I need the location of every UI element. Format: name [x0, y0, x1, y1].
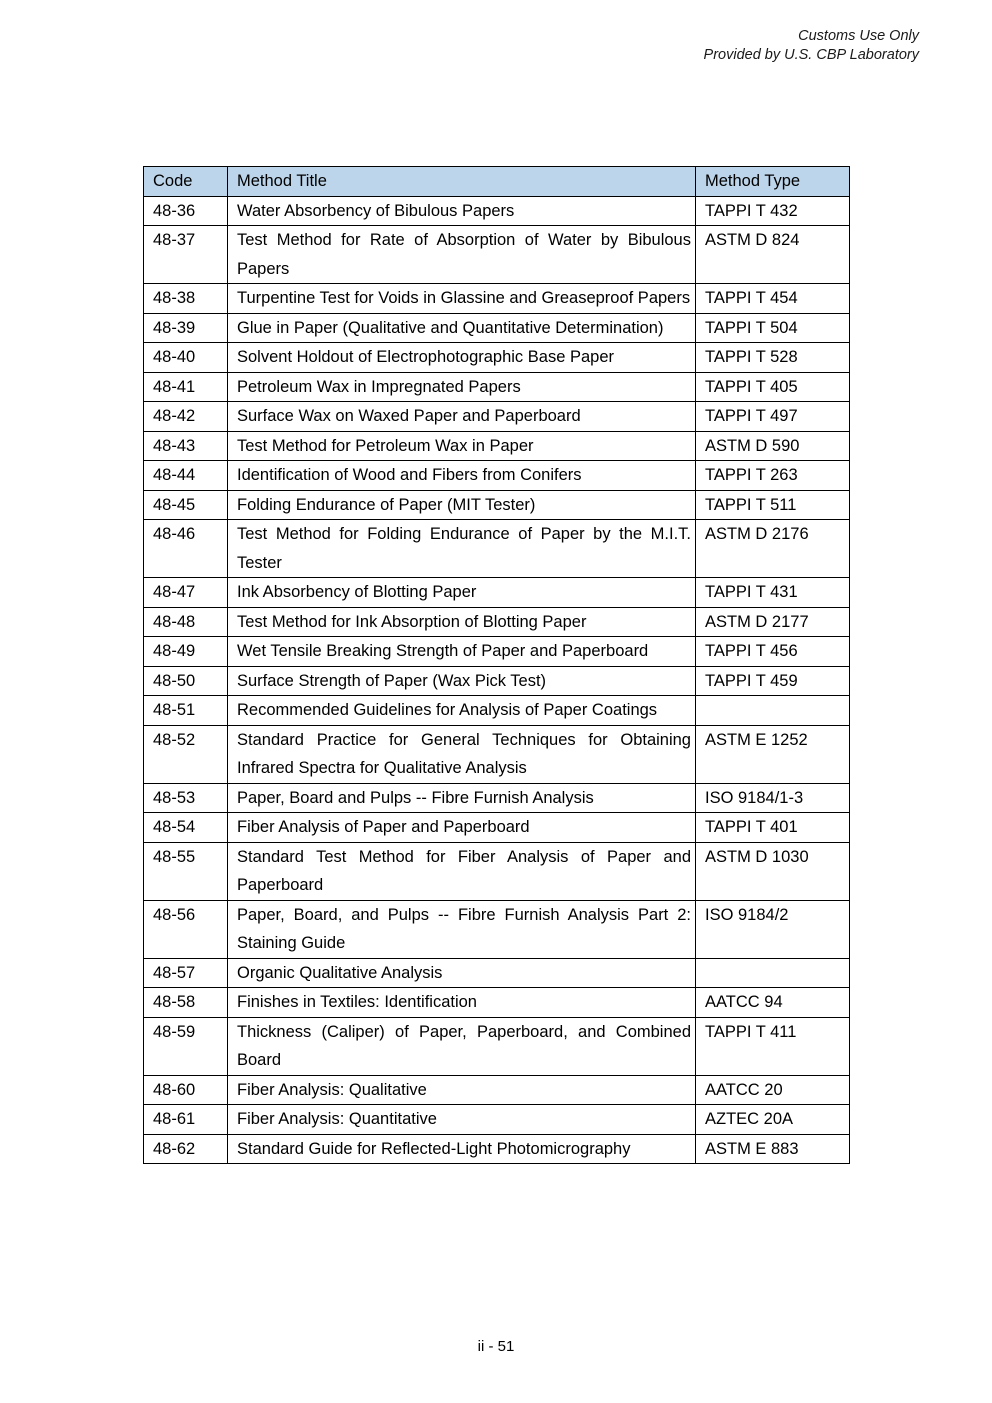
table-header-row [144, 167, 850, 197]
title-cell: Recommended Guidelines for Analysis of Paper Coatings [228, 696, 696, 726]
type-cell: ASTM E 1252 [696, 725, 850, 783]
header-line-2: Provided by U.S. CBP Laboratory [703, 47, 919, 63]
code-cell: 48-39 [144, 313, 228, 343]
title-cell: Paper, Board, and Pulps -- Fibre Furnish Analysis Part 2: Staining Guide [228, 900, 696, 958]
column-header-code: Code [144, 167, 228, 197]
code-cell: 48-52 [144, 725, 228, 783]
type-cell: TAPPI T 411 [696, 1017, 850, 1075]
title-cell: Organic Qualitative Analysis [228, 958, 696, 988]
table-row [144, 196, 850, 226]
title-cell: Folding Endurance of Paper (MIT Tester) [228, 490, 696, 520]
table-row [144, 725, 850, 783]
code-cell: 48-56 [144, 900, 228, 958]
type-cell: ISO 9184/1-3 [696, 783, 850, 813]
type-cell: TAPPI T 456 [696, 637, 850, 667]
table-row [144, 431, 850, 461]
title-cell: Standard Test Method for Fiber Analysis of Paper and Paperboard [228, 842, 696, 900]
code-cell: 48-40 [144, 343, 228, 373]
table-row [144, 958, 850, 988]
code-cell: 48-46 [144, 520, 228, 578]
table-row [144, 1134, 850, 1164]
type-cell: ASTM D 1030 [696, 842, 850, 900]
type-cell: TAPPI T 497 [696, 402, 850, 432]
table-row [144, 343, 850, 373]
code-cell: 48-47 [144, 578, 228, 608]
code-cell: 48-42 [144, 402, 228, 432]
title-cell: Test Method for Folding Endurance of Paper by the M.I.T. Tester [228, 520, 696, 578]
type-cell: AATCC 20 [696, 1075, 850, 1105]
title-cell: Identification of Wood and Fibers from Conifers [228, 461, 696, 491]
type-cell: TAPPI T 405 [696, 372, 850, 402]
table-body [144, 196, 850, 1164]
code-cell: 48-54 [144, 813, 228, 843]
code-cell: 48-57 [144, 958, 228, 988]
title-cell: Finishes in Textiles: Identification [228, 988, 696, 1018]
code-cell: 48-50 [144, 666, 228, 696]
title-cell: Wet Tensile Breaking Strength of Paper and Paperboard [228, 637, 696, 667]
type-cell: ASTM D 590 [696, 431, 850, 461]
methods-table [143, 166, 850, 1164]
title-cell: Fiber Analysis: Quantitative [228, 1105, 696, 1135]
title-cell: Turpentine Test for Voids in Glassine and Greaseproof Papers [228, 284, 696, 314]
code-cell: 48-36 [144, 196, 228, 226]
code-cell: 48-62 [144, 1134, 228, 1164]
type-cell: ISO 9184/2 [696, 900, 850, 958]
code-cell: 48-60 [144, 1075, 228, 1105]
table-row [144, 313, 850, 343]
column-header-method-type: Method Type [696, 167, 850, 197]
table-row [144, 1017, 850, 1075]
table-row [144, 1075, 850, 1105]
title-cell: Glue in Paper (Qualitative and Quantitative Determination) [228, 313, 696, 343]
table-row [144, 666, 850, 696]
table-row [144, 402, 850, 432]
type-cell: TAPPI T 454 [696, 284, 850, 314]
type-cell: AATCC 94 [696, 988, 850, 1018]
column-header-method-title: Method Title [228, 167, 696, 197]
type-cell: TAPPI T 263 [696, 461, 850, 491]
code-cell: 48-48 [144, 607, 228, 637]
title-cell: Standard Practice for General Techniques for Obtaining Infrared Spectra for Qualitative Analysis [228, 725, 696, 783]
code-cell: 48-53 [144, 783, 228, 813]
code-cell: 48-55 [144, 842, 228, 900]
code-cell: 48-49 [144, 637, 228, 667]
type-cell: TAPPI T 459 [696, 666, 850, 696]
table-row [144, 637, 850, 667]
table-row [144, 461, 850, 491]
code-cell: 48-44 [144, 461, 228, 491]
title-cell: Fiber Analysis of Paper and Paperboard [228, 813, 696, 843]
table-row [144, 226, 850, 284]
title-cell: Standard Guide for Reflected-Light Photomicrography [228, 1134, 696, 1164]
title-cell: Fiber Analysis: Qualitative [228, 1075, 696, 1105]
table-row [144, 607, 850, 637]
type-cell: ASTM D 2176 [696, 520, 850, 578]
code-cell: 48-37 [144, 226, 228, 284]
table-row [144, 783, 850, 813]
table-row [144, 988, 850, 1018]
title-cell: Test Method for Ink Absorption of Blotting Paper [228, 607, 696, 637]
title-cell: Paper, Board and Pulps -- Fibre Furnish Analysis [228, 783, 696, 813]
table-row [144, 696, 850, 726]
table-row [144, 813, 850, 843]
code-cell: 48-59 [144, 1017, 228, 1075]
code-cell: 48-45 [144, 490, 228, 520]
type-cell: TAPPI T 528 [696, 343, 850, 373]
type-cell: TAPPI T 431 [696, 578, 850, 608]
table-row [144, 372, 850, 402]
title-cell: Solvent Holdout of Electrophotographic Base Paper [228, 343, 696, 373]
title-cell: Surface Wax on Waxed Paper and Paperboard [228, 402, 696, 432]
title-cell: Test Method for Rate of Absorption of Water by Bibulous Papers [228, 226, 696, 284]
type-cell: TAPPI T 432 [696, 196, 850, 226]
table-row [144, 842, 850, 900]
code-cell: 48-51 [144, 696, 228, 726]
code-cell: 48-43 [144, 431, 228, 461]
title-cell: Thickness (Caliper) of Paper, Paperboard, and Combined Board [228, 1017, 696, 1075]
type-cell [696, 696, 850, 726]
table-row [144, 520, 850, 578]
type-cell: ASTM E 883 [696, 1134, 850, 1164]
table-row [144, 284, 850, 314]
title-cell: Petroleum Wax in Impregnated Papers [228, 372, 696, 402]
page-header [704, 27, 919, 65]
code-cell: 48-38 [144, 284, 228, 314]
title-cell: Test Method for Petroleum Wax in Paper [228, 431, 696, 461]
page-number: ii - 51 [477, 1338, 515, 1355]
type-cell: AZTEC 20A [696, 1105, 850, 1135]
code-cell: 48-41 [144, 372, 228, 402]
title-cell: Surface Strength of Paper (Wax Pick Test) [228, 666, 696, 696]
type-cell: TAPPI T 401 [696, 813, 850, 843]
type-cell: TAPPI T 504 [696, 313, 850, 343]
header-line-1: Customs Use Only [798, 28, 919, 44]
title-cell: Ink Absorbency of Blotting Paper [228, 578, 696, 608]
code-cell: 48-58 [144, 988, 228, 1018]
title-cell: Water Absorbency of Bibulous Papers [228, 196, 696, 226]
table-row [144, 490, 850, 520]
table-row [144, 578, 850, 608]
type-cell: TAPPI T 511 [696, 490, 850, 520]
table-row [144, 900, 850, 958]
type-cell: ASTM D 2177 [696, 607, 850, 637]
table-row [144, 1105, 850, 1135]
type-cell: ASTM D 824 [696, 226, 850, 284]
code-cell: 48-61 [144, 1105, 228, 1135]
type-cell [696, 958, 850, 988]
